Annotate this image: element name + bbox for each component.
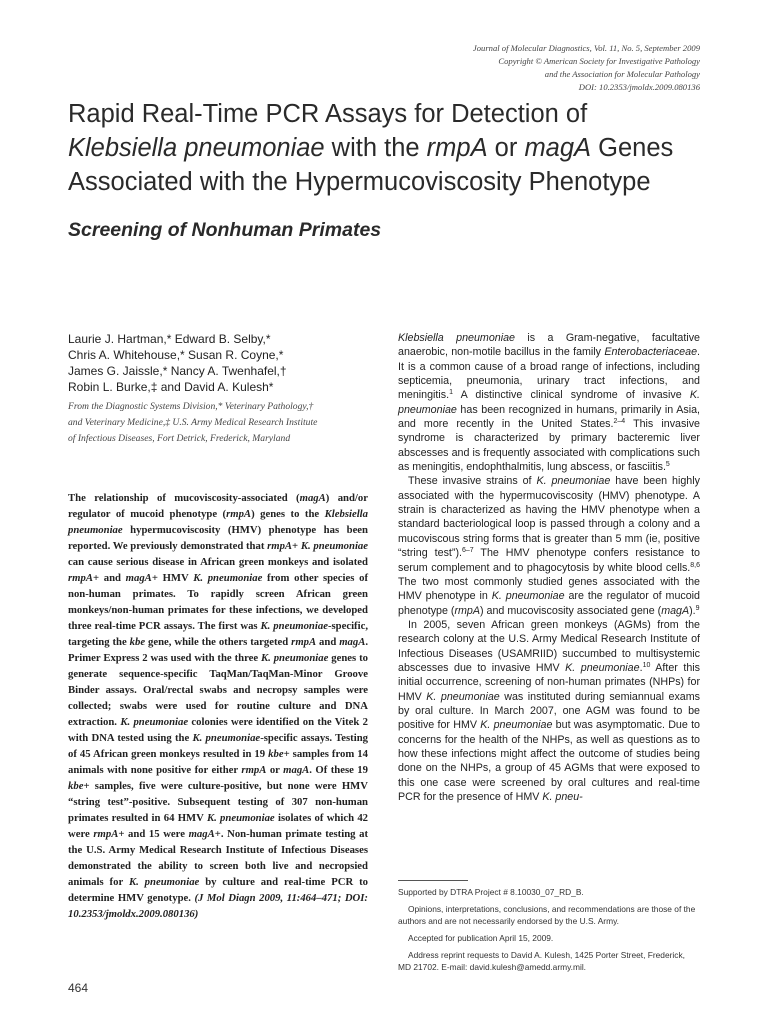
journal-line: Journal of Molecular Diagnostics, Vol. 11, No. 5, September 2009 (472, 43, 700, 53)
body-paragraph: Klebsiella pneumoniae is a Gram-negative, facultative anaerobic, non-motile bacillus in the family Enterobacteriaceae. It is a common cause of a broad range of infections, including septicemia, pneumonia, urinary tract infections, and meningitis.$^1$ A distinctive clinical syndrome of invasive K. pneumoniae has been recognized in humans, primarily in Asia, and more recently in the United States.$^{2-4}$ This invasive syndrome is characterized by primary bacteremic liver abscesses and is frequently associated with complications such as meningitis, endophthalmitis, lung abscess, or fasciitis.$^5$ (398, 332, 700, 474)
author-list (68, 331, 368, 395)
affiliation-line: and Veterinary Medicine,‡ U.S. Army Medical Research Institute (68, 416, 318, 428)
affiliations (68, 399, 368, 446)
author-line: Robin L. Burke,‡ and David A. Kulesh* (68, 380, 274, 394)
author-line: Chris A. Whitehouse,* Susan R. Coyne,* (68, 348, 284, 362)
funding-note: Supported by DTRA Project # 8.10030_07_RD_B. (398, 887, 584, 897)
article-subtitle: Screening of Nonhuman Primates (68, 219, 382, 241)
footnote-divider (398, 880, 468, 881)
affiliation-line: From the Diagnostic Systems Division,* Veterinary Pathology,† (68, 401, 314, 412)
body-paragraph: In 2005, seven African green monkeys (AGMs) from the research colony at the U.S. Army Medical Research Institute of Infectious Diseases (USAMRIID) succumbed to multisystemic abscesses due to invasive HMV K. pneumoniae.$^{10}$ After this initial occurrence, screening of non-human primates (NHPs) for HMV K. pneumoniae was instituted during semiannual exams by oral culture. In March 2007, one AGM was found to be positive for HMV K. pneumoniae but was asymptomatic. Due to concerns for the health of the NHPs, as well as questions as to how these infections might affect the outcome of studies being done on the NHPs, a group of 45 AGMs that were exposed to this one case were screened by oral cultures and real-time PCR for the presence of HMV K. pneu- (398, 618, 700, 803)
article-title: Rapid Real-Time PCR Assays for Detection of Klebsiella pneumoniae with the rmpA or magA Genes Associated with the Hypermucoviscosity Phenotype (68, 100, 674, 196)
body-text (398, 331, 700, 804)
footnotes (398, 886, 700, 978)
abstract: The relationship of mucoviscosity-associated (magA) and/or regulator of mucoid phenotype (rmpA) genes to the Klebsiella pneumoniae hypermucoviscosity (HMV) phenotype has been reported. We previously demonstrated that rmpA+ K. pneumoniae can cause serious disease in African green monkeys and isolated rmpA+ and magA+ HMV K. pneumoniae from other species of non-human primates. To rapidly screen African green monkeys/non-human primates for these infections, we developed three real-time PCR assays. The first was K. pneumoniae-specific, targeting the kbe gene, while the others targeted rmpA and magA. Primer Express 2 was used with the three K. pneumoniae genes to generate sequence-specific TaqMan/TaqMan-Minor Groove Binder assays. Oral/rectal swabs and necropsy samples were collected; swabs were used for routine culture and DNA extraction. K. pneumoniae colonies were identified on the Vitek 2 with DNA tested using the K. pneumoniae-specific assays. Testing of 45 African green monkeys resulted in 19 kbe+ samples from 14 animals with none positive for either rmpA or magA. Of these 19 kbe+ samples, five were culture-positive, but none were HMV “string test”-positive. Subsequent testing of 307 non-human primates resulted in 64 HMV K. pneumoniae isolates of which 42 were rmpA+ and 15 were magA+. Non-human primate testing at the U.S. Army Medical Research Institute of Infectious Diseases demonstrated the ability to screen both live and necropsied animals for K. pneumoniae by culture and real-time PCR to determine HMV genotype. (J Mol Diagn 2009, 11:464–471; DOI: 10.2353/jmoldx.2009.080136) (68, 492, 369, 920)
accepted-note: Accepted for publication April 15, 2009. (408, 933, 554, 943)
page-number: 464 (68, 981, 89, 995)
disclaimer-note: Opinions, interpretations, conclusions, and recommendations are those of the authors and are not necessarily endorsed by the U.S. Army. (398, 904, 696, 926)
journal-doi: DOI: 10.2353/jmoldx.2009.080136 (578, 82, 700, 92)
journal-line: Copyright © American Society for Investigative Pathology (498, 56, 700, 66)
journal-citation (473, 42, 700, 94)
author-line: James G. Jaissle,* Nancy A. Twenhafel,† (68, 364, 287, 378)
journal-line: and the Association for Molecular Pathology (544, 69, 700, 79)
author-line: Laurie J. Hartman,* Edward B. Selby,* (68, 332, 271, 346)
address-note: Address reprint requests to David A. Kulesh, 1425 Porter Street, Frederick, MD 21702. E-mail: david.kulesh@amedd.army.mil. (398, 950, 685, 972)
affiliation-line: of Infectious Diseases, Fort Detrick, Frederick, Maryland (68, 432, 291, 444)
body-paragraph: These invasive strains of K. pneumoniae have been highly associated with the hypermucoviscosity (HMV) phenotype. A strain is characterized as having the HMV phenotype when a standard bacteriological loop is passed through a colony and a mucoviscous string forms that is greater than 5 mm (ie, positive “string test”).$^{6-7}$ The HMV phenotype confers resistance to serum complement and to phagocytosis by white blood cells.$^{8,6}$ The two most commonly studied genes associated with the HMV phenotype in K. pneumoniae are the regulator of mucoid phenotype (rmpA) and mucoviscosity associated gene (magA).$^9$ (398, 475, 700, 617)
